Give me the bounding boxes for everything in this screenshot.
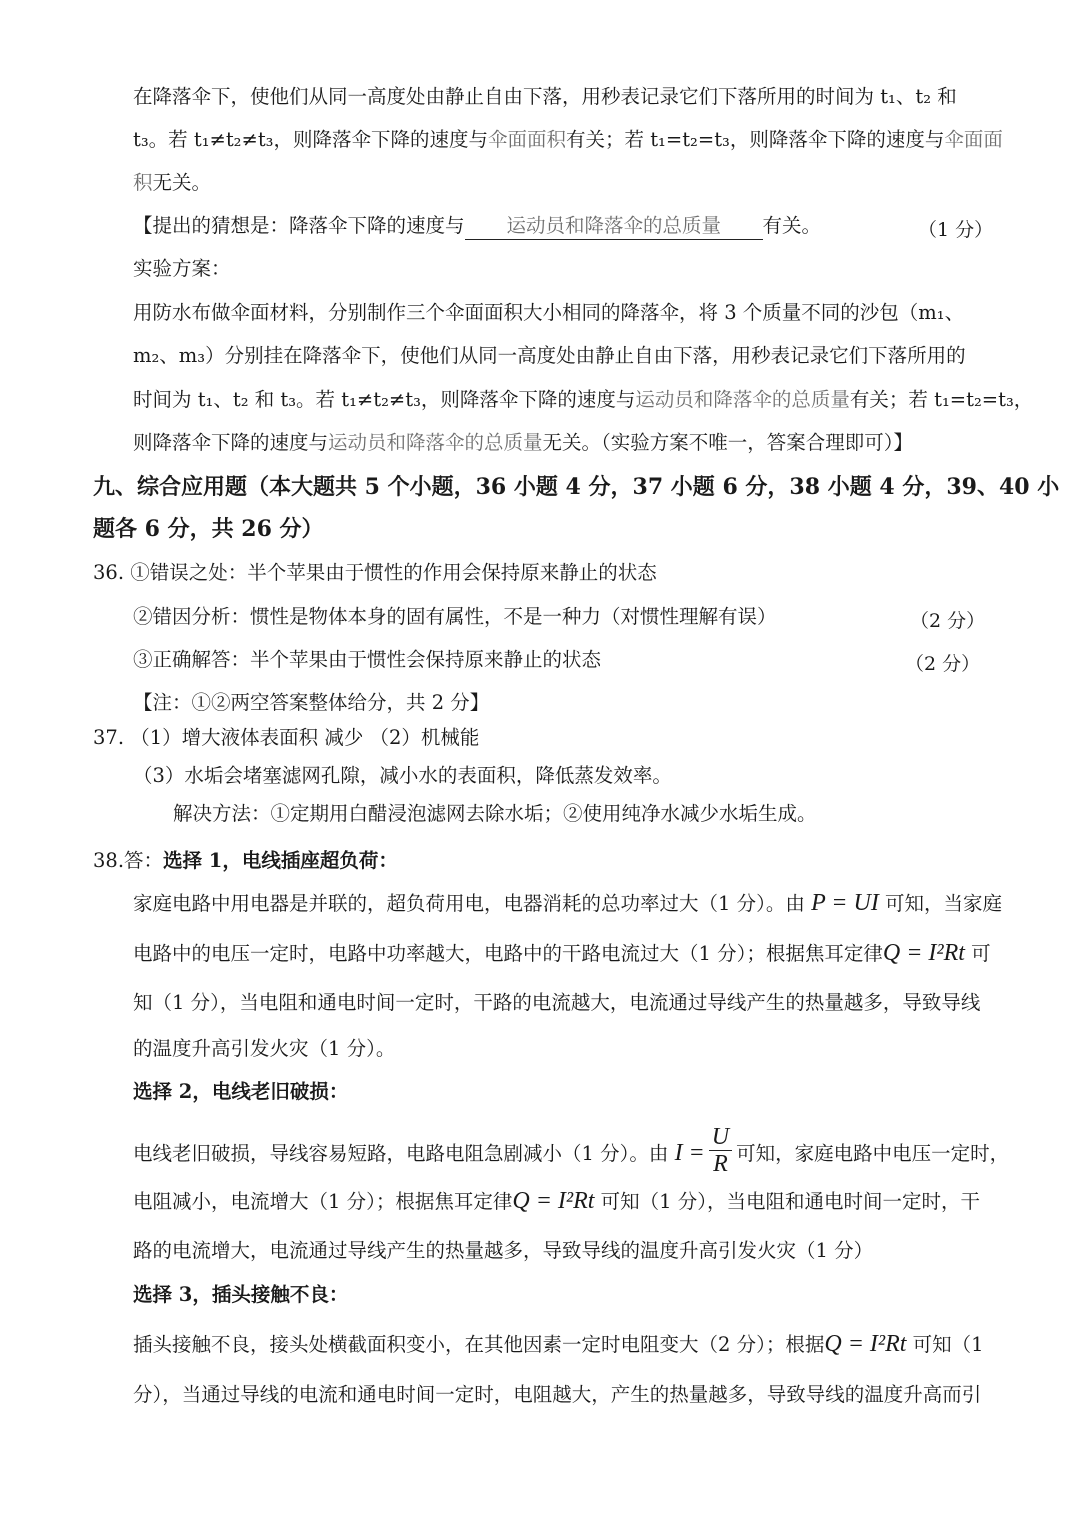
- option-heading: 选择 1，电线插座超负荷：: [163, 849, 398, 872]
- text-span: 有关；若 t₁=t₂=t₃，则降落伞下降的速度与: [566, 128, 945, 151]
- text-span: t₃。若 t₁≠t₂≠t₃，则降落伞下降的速度与: [133, 128, 488, 151]
- text-line: 分），当通过导线的电流和通电时间一定时，电阻越大，产生的热量越多，导致导线的温度升高而引: [133, 1383, 982, 1406]
- text-line: [133, 940, 991, 967]
- text-span: 【提出的猜想是：降落伞下降的速度与: [133, 214, 465, 237]
- text-line: （3）水垢会堵塞滤网孔隙，减小水的表面积，降低蒸发效率。: [133, 764, 672, 787]
- text-span: 可: [971, 942, 991, 965]
- answer-text: 运动员和降落伞的总质量: [506, 214, 722, 237]
- text-span: 伞面面积: [488, 128, 567, 151]
- text-span: 积: [133, 171, 153, 194]
- text-span: 无关。（实验方案不唯一，答案合理即可）】: [542, 431, 914, 454]
- text-span: 可知（1 分），当电阻和通电时间一定时，干: [600, 1190, 980, 1213]
- text-span: 电路中的电压一定时，电路中功率越大，电路中的干路电流过大（1 分）；根据焦耳定律: [133, 942, 883, 965]
- text-line: 用防水布做伞面材料，分别制作三个伞面面积大小相同的降落伞，将 3 个质量不同的沙包（m₁、: [133, 301, 965, 324]
- formula: P = UI: [811, 890, 879, 916]
- text-line: [133, 1331, 984, 1358]
- text-line: 路的电流增大，电流通过导线产生的热量越多，导致导线的温度升高引发火灾（1 分）: [133, 1239, 874, 1262]
- text-line: [133, 387, 1033, 413]
- text-span: 电阻减小，电流增大（1 分）；根据焦耳定律: [133, 1190, 513, 1213]
- text-span: 运动员和降落伞的总质量: [328, 431, 543, 454]
- formula: I =: [674, 1140, 705, 1166]
- text-span: 可知，家庭电路中电压一定时，: [736, 1142, 1010, 1165]
- text-span: 可知（1: [912, 1333, 984, 1356]
- text-line: [133, 430, 913, 456]
- text-span: 家庭电路中用电器是并联的，超负荷用电，电器消耗的总功率过大（1 分）。由: [133, 892, 805, 915]
- text-line: [133, 1124, 1010, 1181]
- text-line: 37. （1）增大液体表面积 减少 （2）机械能: [93, 726, 480, 749]
- text-span: 运动员和降落伞的总质量: [635, 388, 850, 411]
- text-span: 时间为 t₁、t₂ 和 t₃。若 t₁≠t₂≠t₃，则降落伞下降的速度与: [133, 388, 636, 411]
- formula: Q = I²Rt: [512, 1188, 595, 1214]
- section-heading: 九、综合应用题（本大题共 5 个小题，36 小题 4 分，37 小题 6 分，38 小题 4 分，39、40 小: [93, 474, 1060, 500]
- score-label: （2 分）: [910, 610, 986, 632]
- text-span: 无关。: [152, 171, 212, 194]
- text-span: 伞面面: [944, 128, 1003, 151]
- score-label: （1 分）: [918, 219, 994, 241]
- formula: Q = I²Rt: [824, 1331, 907, 1357]
- text-span: 38.答：: [93, 849, 164, 872]
- text-span: 有关。: [762, 214, 822, 237]
- text-line: [93, 848, 398, 874]
- score-label: （2 分）: [905, 653, 981, 675]
- text-line: m₂、m₃）分别挂在降落伞下，使他们从同一高度处由静止自由下落，用秒表记录它们下落所用的: [133, 344, 966, 367]
- option-heading: 选择 2，电线老旧破损：: [133, 1080, 349, 1103]
- text-line: [133, 1188, 980, 1215]
- text-line: ②错因分析：惯性是物体本身的固有属性，不是一种力（对惯性理解有误）: [133, 605, 777, 628]
- text-line: 实验方案：: [133, 257, 231, 280]
- denominator: R: [713, 1151, 728, 1177]
- text-span: 电线老旧破损，导线容易短路，电路电阻急剧减小（1 分）。由: [133, 1142, 669, 1165]
- text-line: 知（1 分），当电阻和通电时间一定时，干路的电流越大，电流通过导线产生的热量越多，导致导线: [133, 991, 981, 1014]
- numerator: U: [709, 1124, 732, 1151]
- text-line: 在降落伞下，使他们从同一高度处由静止自由下落，用秒表记录它们下落所用的时间为 t₁、t₂ 和: [133, 85, 957, 108]
- text-line: 的温度升高引发火灾（1 分）。: [133, 1037, 396, 1060]
- text-span: 有关；若 t₁=t₂=t₃，: [849, 388, 1034, 411]
- answer-blank: [465, 213, 763, 240]
- section-heading: 题各 6 分，共 26 分）: [93, 516, 324, 542]
- text-line: [133, 170, 211, 196]
- formula: Q = I²Rt: [882, 940, 965, 966]
- text-line: ③正确解答：半个苹果由于惯性会保持原来静止的状态: [133, 648, 602, 671]
- text-span: 可知，当家庭: [885, 892, 1003, 915]
- note-line: 【注：①②两空答案整体给分，共 2 分】: [133, 691, 490, 714]
- text-span: 则降落伞下降的速度与: [133, 431, 329, 454]
- text-span: 插头接触不良，接头处横截面积变小，在其他因素一定时电阻变大（2 分）；根据: [133, 1333, 825, 1356]
- text-line: [133, 127, 1003, 153]
- text-line: [133, 890, 1002, 917]
- hypothesis-line: [133, 213, 821, 240]
- option-heading: 选择 3，插头接触不良：: [133, 1283, 349, 1306]
- fraction: [709, 1124, 732, 1177]
- text-line: 36. ①错误之处：半个苹果由于惯性的作用会保持原来静止的状态: [93, 561, 657, 584]
- text-line: 解决方法：①定期用白醋浸泡滤网去除水垢；②使用纯净水减少水垢生成。: [173, 802, 817, 825]
